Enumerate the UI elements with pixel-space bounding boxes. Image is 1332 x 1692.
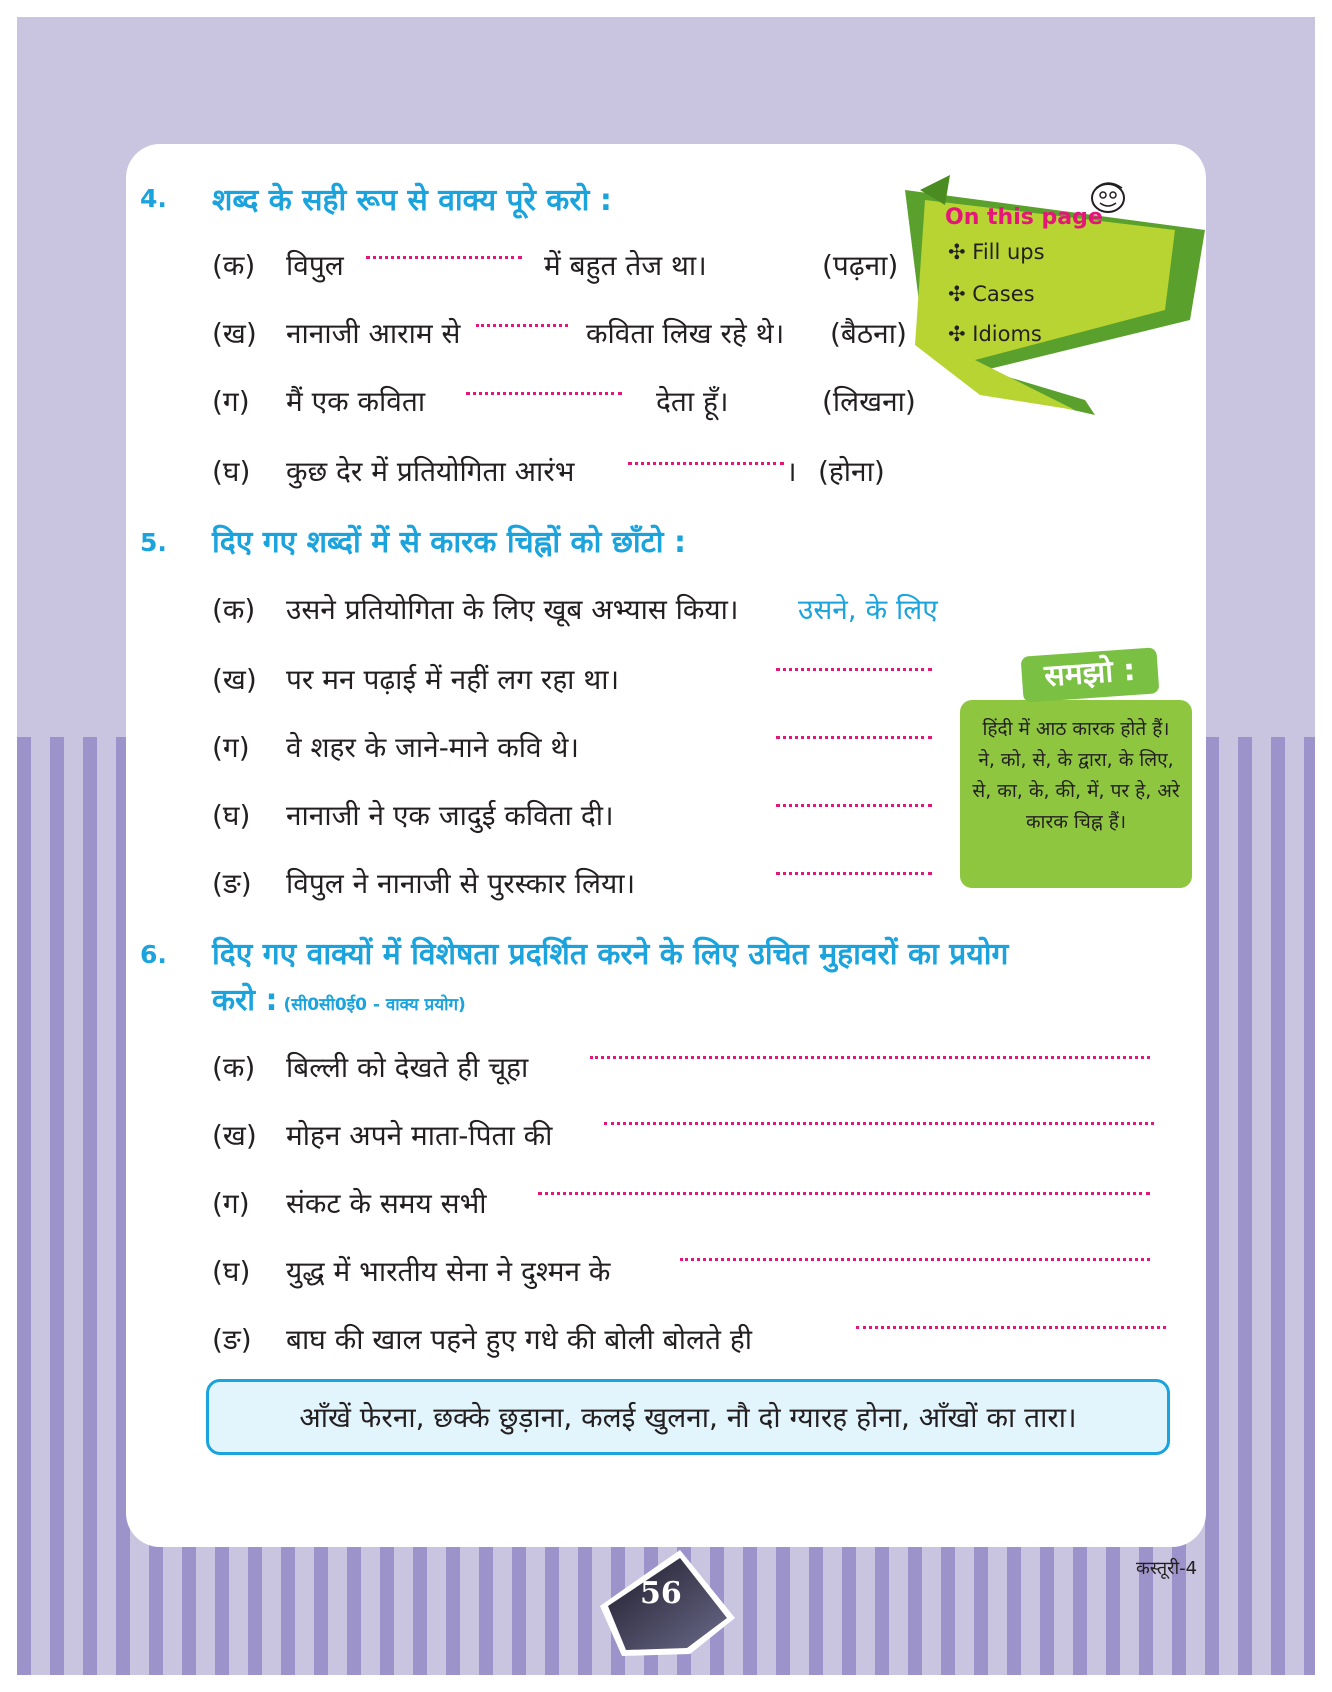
- blank-line[interactable]: [590, 1056, 1150, 1059]
- q4-item-label: (क): [212, 249, 256, 282]
- q6-item-label: (घ): [212, 1255, 251, 1288]
- book-name: कस्तूरी-4: [1136, 1558, 1198, 1579]
- q6-item-text: संकट के समय सभी: [286, 1187, 487, 1220]
- q6-title-end: करो :: [212, 983, 278, 1018]
- q4-item-after: में बहुत तेज था।: [544, 249, 707, 282]
- blank-line[interactable]: [476, 324, 568, 327]
- q5-item-text: पर मन पढ़ाई में नहीं लग रहा था।: [286, 663, 620, 696]
- q5-item-label: (ग): [212, 731, 250, 764]
- q6-title-line2: [212, 978, 466, 1019]
- q5-item-label: (घ): [212, 799, 251, 832]
- banner-item-fill-ups: ✣ Fill ups: [948, 240, 1045, 264]
- q6-title-note: (सी0सी0ई0 - वाक्य प्रयोग): [283, 995, 466, 1015]
- q4-item-before: नानाजी आराम से: [286, 317, 461, 350]
- q5-number: 5.: [140, 528, 167, 557]
- q4-item-after: कविता लिख रहे थे।: [586, 317, 785, 350]
- q5-item-label: (क): [212, 593, 256, 626]
- blank-line[interactable]: [776, 736, 932, 739]
- q6-item-label: (क): [212, 1051, 256, 1084]
- q6-item-text: बाघ की खाल पहने हुए गधे की बोली बोलते ही: [286, 1323, 752, 1356]
- q6-title: दिए गए वाक्यों में विशेषता प्रदर्शित करने के लिए उचित मुहावरों का प्रयोग: [212, 937, 1009, 972]
- q6-item-label: (ग): [212, 1187, 250, 1220]
- q4-item-hint: (होना): [818, 455, 885, 488]
- q5-example-answer: उसने, के लिए: [798, 593, 938, 626]
- blank-line[interactable]: [776, 872, 932, 875]
- q4-item-label: (ख): [212, 317, 257, 350]
- banner-item-cases: ✣ Cases: [948, 282, 1035, 306]
- banner-item-idioms: ✣ Idioms: [948, 322, 1042, 346]
- samjho-label: समझो :: [1021, 647, 1160, 702]
- blank-line[interactable]: [604, 1122, 1154, 1125]
- q6-number: 6.: [140, 940, 167, 969]
- q5-item-text: वे शहर के जाने-माने कवि थे।: [286, 731, 579, 764]
- q4-number: 4.: [140, 184, 167, 213]
- q6-item-text: मोहन अपने माता-पिता की: [286, 1119, 553, 1152]
- q5-item-label: (ङ): [212, 867, 252, 900]
- q4-item-hint: (पढ़ना): [822, 249, 899, 282]
- q4-item-hint: (बैठना): [830, 317, 907, 350]
- q5-title: दिए गए शब्दों में से कारक चिह्नों को छाँटो :: [212, 525, 686, 560]
- q4-item-after: देता हूँ।: [656, 385, 729, 418]
- q4-item-before: कुछ देर में प्रतियोगिता आरंभ: [286, 455, 575, 488]
- q4-item-after: ।: [786, 455, 797, 488]
- idioms-list: आँखें फेरना, छक्के छुड़ाना, कलई खुलना, नौ दो ग्यारह होना, आँखों का तारा।: [299, 1401, 1077, 1434]
- q6-item-label: (ख): [212, 1119, 257, 1152]
- q6-item-label: (ङ): [212, 1323, 252, 1356]
- q6-item-text: बिल्ली को देखते ही चूहा: [286, 1051, 529, 1084]
- q5-item-label: (ख): [212, 663, 257, 696]
- page-number: 56: [640, 1576, 682, 1611]
- blank-line[interactable]: [628, 462, 784, 465]
- q6-item-text: युद्ध में भारतीय सेना ने दुश्मन के: [286, 1255, 611, 1288]
- q5-item-text: उसने प्रतियोगिता के लिए खूब अभ्यास किया।: [286, 593, 739, 626]
- blank-line[interactable]: [680, 1258, 1150, 1261]
- q5-item-text: नानाजी ने एक जादुई कविता दी।: [286, 799, 614, 832]
- blank-line[interactable]: [776, 804, 932, 807]
- q4-item-hint: (लिखना): [822, 385, 916, 418]
- blank-line[interactable]: [538, 1192, 1150, 1195]
- q4-item-before: मैं एक कविता: [286, 385, 426, 418]
- banner-title: On this page: [945, 205, 1103, 230]
- blank-line[interactable]: [466, 392, 622, 395]
- q5-item-text: विपुल ने नानाजी से पुरस्कार लिया।: [286, 867, 636, 900]
- samjho-text: हिंदी में आठ कारक होते हैं। ने, को, से, के द्वारा, के लिए, से, का, के, की, में, पर हे, अरे कारक चिह्न हैं।: [972, 718, 1180, 833]
- blank-line[interactable]: [856, 1326, 1166, 1329]
- q4-item-label: (घ): [212, 455, 251, 488]
- q4-title: शब्द के सही रूप से वाक्य पूरे करो :: [212, 183, 612, 218]
- q4-item-label: (ग): [212, 385, 250, 418]
- q4-item-before: विपुल: [286, 249, 344, 282]
- blank-line[interactable]: [776, 668, 932, 671]
- blank-line[interactable]: [366, 256, 522, 259]
